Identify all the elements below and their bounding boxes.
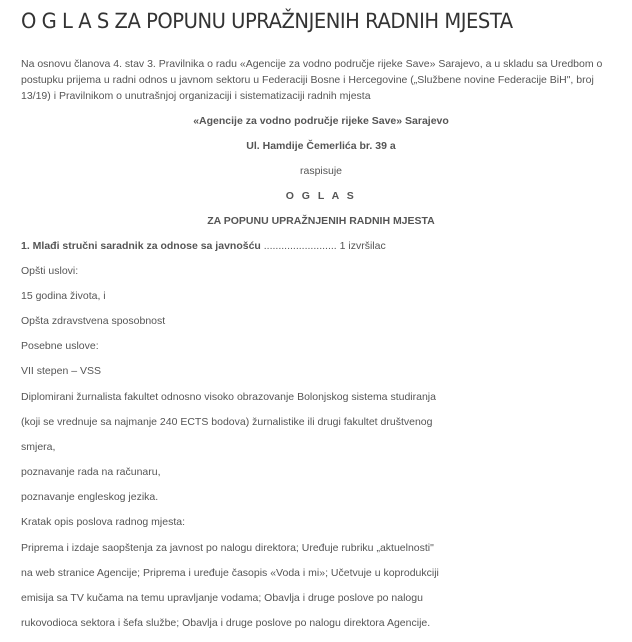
special-condition-item: poznavanje engleskog jezika. — [21, 491, 159, 503]
oglas-subheading: ZA POPUNU UPRAŽNJENIH RADNIH MJESTA — [207, 215, 435, 227]
special-condition-item: VII stepen – VSS — [21, 365, 101, 377]
special-condition-item: Diplomirani žurnalista fakultet odnosno visoko obrazovanje Bolonjskog sistema studiranja — [21, 391, 436, 403]
general-condition-item: Opšta zdravstvena sposobnost — [21, 315, 166, 327]
agency-name: «Agencije za vodno područje rijeke Save» Sarajevo — [193, 115, 449, 127]
position-line — [21, 239, 386, 253]
special-condition-item: smjera, — [21, 441, 56, 453]
page-title: O G L A S ZA POPUNU UPRAŽNJENIH RADNIH MJESTA — [21, 9, 513, 33]
job-description-line: na web stranice Agencije; Priprema i uređuje časopis «Voda i mi»; Učetvuje u koprodukciji — [21, 567, 439, 579]
intro-paragraph: Na osnovu članova 4. stav 3. Pravilnika o radu «Agencije za vodno područje rijeke Save» Sarajevo, a u skladu sa Uredbom o postupku prijema u radni odnos u javnom sektoru u Federaciji Bosne i Hercegovine („Službene novine Federacije BiH", broj 13/19) i Pravilnikom o unutrašnjoj organizaciji i sistematizaciji radnih mjesta — [21, 58, 603, 102]
special-conditions-label: Posebne uslove: — [21, 340, 99, 352]
position-title: 1. Mlađi stručni saradnik za odnose sa javnošću — [21, 240, 261, 252]
general-conditions-label: Opšti uslovi: — [21, 265, 79, 277]
agency-address: Ul. Hamdije Čemerlića br. 39 a — [246, 140, 396, 152]
oglas-heading: O G L A S — [285, 190, 357, 202]
position-leader-dots: ......................... — [260, 240, 340, 252]
job-description-line: rukovodioca sektora i šefa službe; Obavlja i druge poslove po nalogu direktora Agencije. — [21, 617, 431, 629]
announces-label: raspisuje — [299, 165, 343, 177]
general-condition-item: 15 godina života, i — [21, 290, 106, 302]
job-description-line: emisija sa TV kučama na temu upravljanje vodama; Obavlja i druge poslove po nalogu — [21, 592, 423, 604]
job-description-line: Priprema i izdaje saopštenja za javnost po nalogu direktora; Uređuje rubriku „aktuelnosti" — [21, 542, 434, 554]
special-condition-item: (koji se vrednuje sa najmanje 240 ECTS bodova) žurnalistike ili drugi fakultet društvenog — [21, 416, 433, 428]
special-condition-item: poznavanje rada na računaru, — [21, 466, 161, 478]
job-description-label: Kratak opis poslova radnog mjesta: — [21, 516, 186, 528]
position-count: 1 izvršilac — [339, 240, 386, 252]
